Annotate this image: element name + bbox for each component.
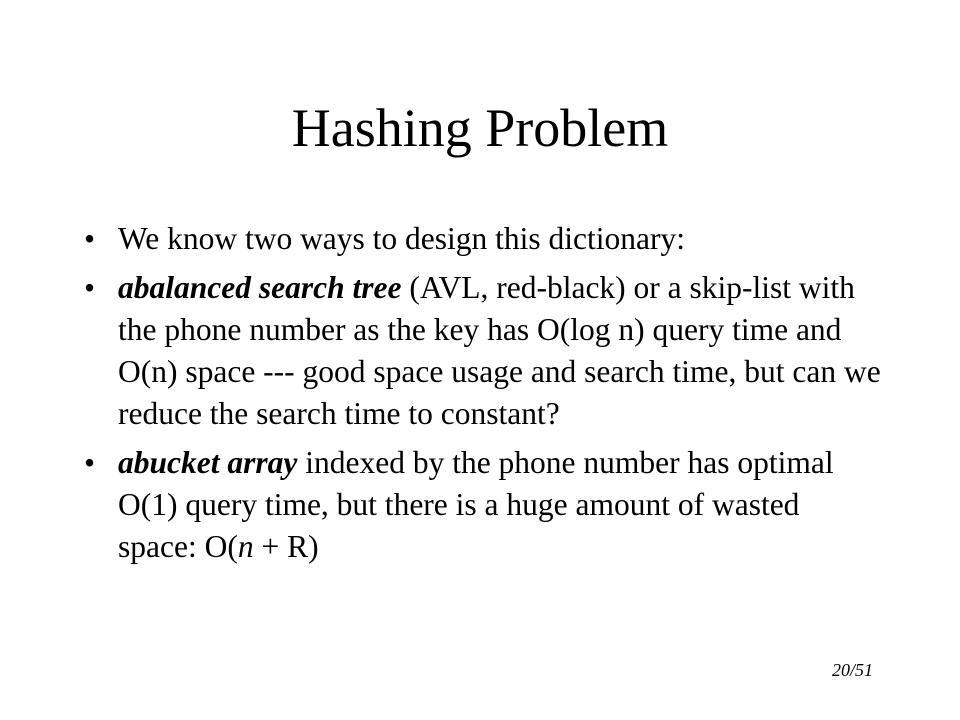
bullet-icon: • bbox=[84, 221, 96, 256]
bullet-icon: • bbox=[84, 445, 96, 480]
bullet-item-2 bbox=[84, 267, 884, 435]
page-number: 20/51 bbox=[832, 660, 874, 680]
bullet-icon: • bbox=[84, 270, 96, 305]
bullet-text-tail: + R) bbox=[253, 529, 319, 564]
bullet-emphasis: abucket array bbox=[118, 445, 298, 480]
bullet-list bbox=[84, 218, 884, 575]
slide-title: Hashing Problem bbox=[291, 98, 669, 158]
bullet-text: indexed by the phone number has optimal O(1) query time, but there is a huge amount of wasted space: O( bbox=[118, 445, 834, 564]
bullet-text: (AVL, red-black) or a skip-list with the phone number as the key has O(log n) query time and O(n) space --- good space usage and search time, but can we reduce the search time to constant? bbox=[118, 270, 881, 431]
bullet-item-1 bbox=[84, 218, 884, 260]
bullet-italic: n bbox=[237, 529, 254, 564]
bullet-item-3 bbox=[84, 442, 884, 568]
bullet-emphasis: abalanced search tree bbox=[118, 270, 402, 305]
bullet-text: We know two ways to design this dictionary: bbox=[118, 221, 686, 256]
